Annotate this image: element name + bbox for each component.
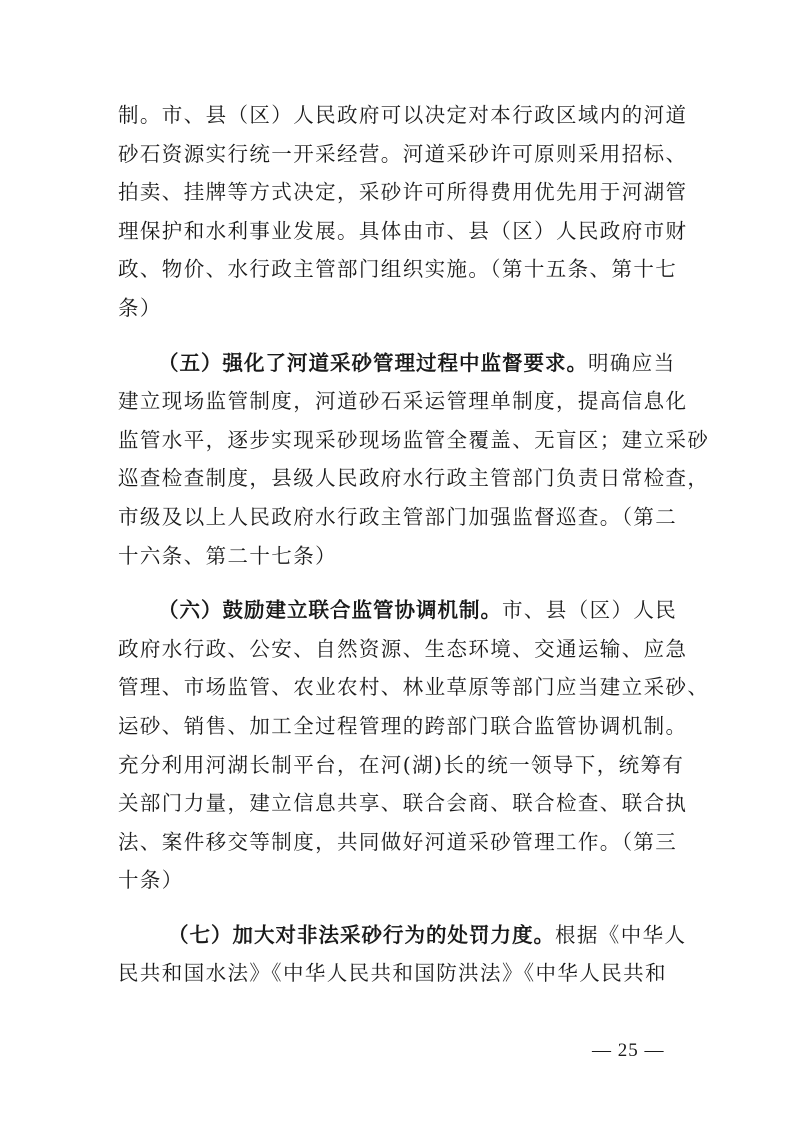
section-7-first-line: [118, 916, 687, 955]
section-5-first-line-text: 明确应当: [588, 350, 676, 375]
document-body: [118, 96, 710, 993]
text-line: 监管水平，逐步实现采砂现场监管全覆盖、无盲区；建立采砂: [118, 427, 710, 452]
paragraph-continued: [118, 96, 688, 328]
section-7-first-line-text: 根据《中华人: [555, 922, 687, 947]
text-line: 十条）: [118, 868, 184, 893]
text-line: 政、物价、水行政主管部门组织实施。（第十五条、第十七: [118, 257, 678, 282]
section-5-paragraph: [118, 344, 710, 576]
text-line: 管理、市场监管、农业农村、林业草原等部门应当建立采砂、: [118, 675, 710, 700]
text-line: 拍卖、挂牌等方式决定，采砂许可所得费用优先用于河湖管: [118, 180, 688, 205]
text-line: 理保护和水利事业发展。具体由市、县（区）人民政府市财: [118, 218, 688, 243]
section-6-paragraph: [118, 591, 710, 900]
text-line: 砂石资源实行统一开采经营。河道采砂许可原则采用招标、: [118, 141, 688, 166]
text-line: 条）: [118, 295, 162, 320]
text-line: 法、案件移交等制度，共同做好河道采砂管理工作。（第三: [118, 829, 678, 854]
section-7-paragraph: [118, 916, 687, 993]
section-6-first-line-text: 市、县（区）人民: [502, 598, 678, 623]
paragraph-gap: [118, 900, 674, 916]
page-number: — 25 —: [592, 1040, 665, 1061]
section-6-heading: （六）鼓励建立联合监管协调机制。: [158, 598, 502, 623]
text-line: 民共和国水法》《中华人民共和国防洪法》《中华人民共和: [118, 961, 667, 986]
text-line: 政府水行政、公安、自然资源、生态环境、交通运输、应急: [118, 636, 688, 661]
paragraph-gap: [118, 328, 674, 344]
section-5-first-line: [118, 344, 674, 383]
paragraph-gap: [118, 575, 674, 591]
section-5-heading: （五）强化了河道采砂管理过程中监督要求。: [158, 350, 588, 375]
text-line: 运砂、销售、加工全过程管理的跨部门联合监管协调机制。: [118, 713, 688, 738]
text-line: 十六条、第二十七条）: [118, 543, 337, 568]
section-7-heading: （七）加大对非法采砂行为的处罚力度。: [168, 922, 555, 947]
text-line: 充分利用河湖长制平台，在河(湖)长的统一领导下，统筹有: [118, 752, 685, 777]
text-line: 关部门力量，建立信息共享、联合会商、联合检查、联合执: [118, 791, 688, 816]
text-line: 建立现场监管制度，河道砂石采运管理单制度，提高信息化: [118, 389, 688, 414]
text-line: 巡查检查制度，县级人民政府水行政主管部门负责日常检查，: [118, 466, 710, 491]
text-line: 市级及以上人民政府水行政主管部门加强监督巡查。（第二: [118, 504, 678, 529]
text-line: 制。市、县（区）人民政府可以决定对本行政区域内的河道: [118, 103, 688, 127]
section-6-first-line: [118, 591, 678, 630]
